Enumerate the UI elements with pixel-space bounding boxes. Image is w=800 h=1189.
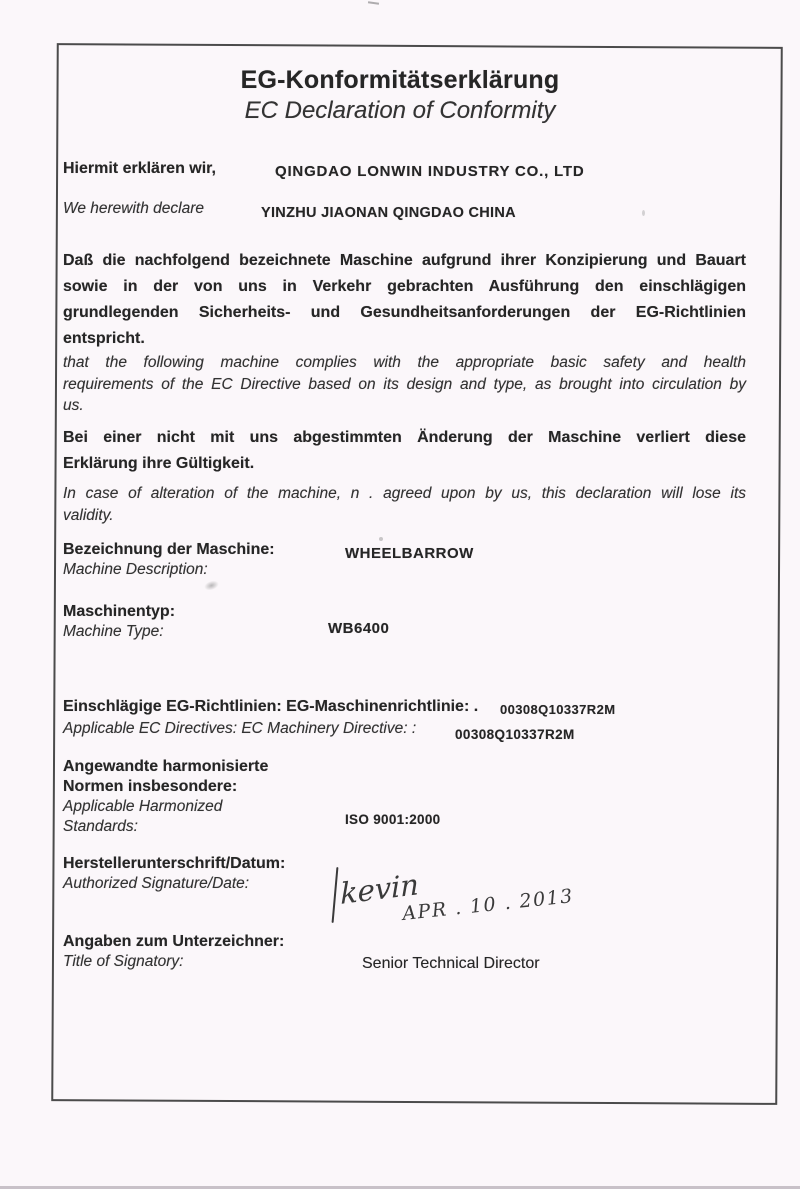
paragraph-alteration-en [63, 483, 746, 526]
machine-description-value: WHEELBARROW [345, 545, 474, 562]
declare-label-de: Hiermit erklären wir, [63, 160, 216, 177]
company-name: QINGDAO LONWIN INDUSTRY CO., LTD [275, 163, 585, 180]
handwritten-date: APR . 10 . 2013 [401, 885, 575, 925]
signature-label-de: Herstellerunterschrift/Datum: [63, 855, 286, 872]
directive-number-en: 00308Q10337R2M [455, 727, 575, 742]
paragraph-machine-en [63, 352, 746, 417]
company-address: YINZHU JIAONAN QINGDAO CHINA [261, 205, 516, 221]
signature-label-en: Authorized Signature/Date: [63, 875, 250, 892]
signatory-title-value: Senior Technical Director [362, 955, 540, 972]
paragraph-alteration-de [63, 425, 746, 476]
description-label-de: Bezeichnung der Maschine: [63, 541, 275, 558]
paragraph-line: In case of alteration of the machine, n . agreed upon by us, this declaration will lose its [63, 485, 746, 502]
paragraph-line: grundlegenden Sicherheits- und Gesundheitsanforderungen der EG-Richtlinien [63, 304, 746, 321]
paragraph-line: that the following machine complies with the appropriate basic safety and health [63, 354, 746, 371]
standards-value: ISO 9001:2000 [345, 812, 441, 827]
signatory-label-en: Title of Signatory: [63, 953, 184, 970]
signatory-label-de: Angaben zum Unterzeichner: [63, 933, 285, 950]
description-label-en: Machine Description: [63, 561, 208, 578]
handwritten-signature: kevin [339, 867, 420, 911]
paragraph-line: Bei einer nicht mit uns abgestimmten Änderung der Maschine verliert diese [63, 429, 746, 446]
paragraph-line: sowie in der von uns in Verkehr gebrachten Ausführung den einschlägigen [63, 278, 746, 295]
type-label-en: Machine Type: [63, 623, 164, 640]
paragraph-line: validity. [63, 506, 114, 524]
paragraph-line: Daß die nachfolgend bezeichnete Maschine aufgrund ihrer Konzipierung und Bauart [63, 252, 746, 269]
standards-label-de-line2: Normen insbesondere: [63, 778, 238, 795]
paragraph-line: entspricht. [63, 330, 145, 347]
document-title-en: EC Declaration of Conformity [244, 97, 556, 124]
scan-artifact-speck [379, 537, 383, 541]
paragraph-machine-de [63, 248, 746, 352]
document-title-de: EG-Konformitätserklärung [240, 66, 560, 94]
standards-label-en-line2: Standards: [63, 818, 138, 835]
directives-label-en: Applicable EC Directives: EC Machinery Directive: : [63, 720, 417, 737]
standards-label-en-line1: Applicable Harmonized [63, 798, 223, 815]
standards-label-de-line1: Angewandte harmonisierte [63, 758, 269, 775]
scan-artifact-top-tick [368, 1, 379, 5]
paragraph-line: Erklärung ihre Gültigkeit. [63, 454, 255, 472]
paragraph-line: us. [63, 397, 84, 414]
scan-artifact-speck [642, 210, 645, 216]
machine-type-value: WB6400 [328, 620, 390, 637]
type-label-de: Maschinentyp: [63, 603, 176, 620]
declare-label-en: We herewith declare [63, 200, 205, 217]
directive-number-de: 00308Q10337R2M [500, 702, 616, 717]
directives-label-de: Einschlägige EG-Richtlinien: EG-Maschinenrichtlinie: . [63, 698, 479, 715]
paragraph-line: requirements of the EC Directive based on its design and type, as brought into circulation by [63, 375, 746, 393]
